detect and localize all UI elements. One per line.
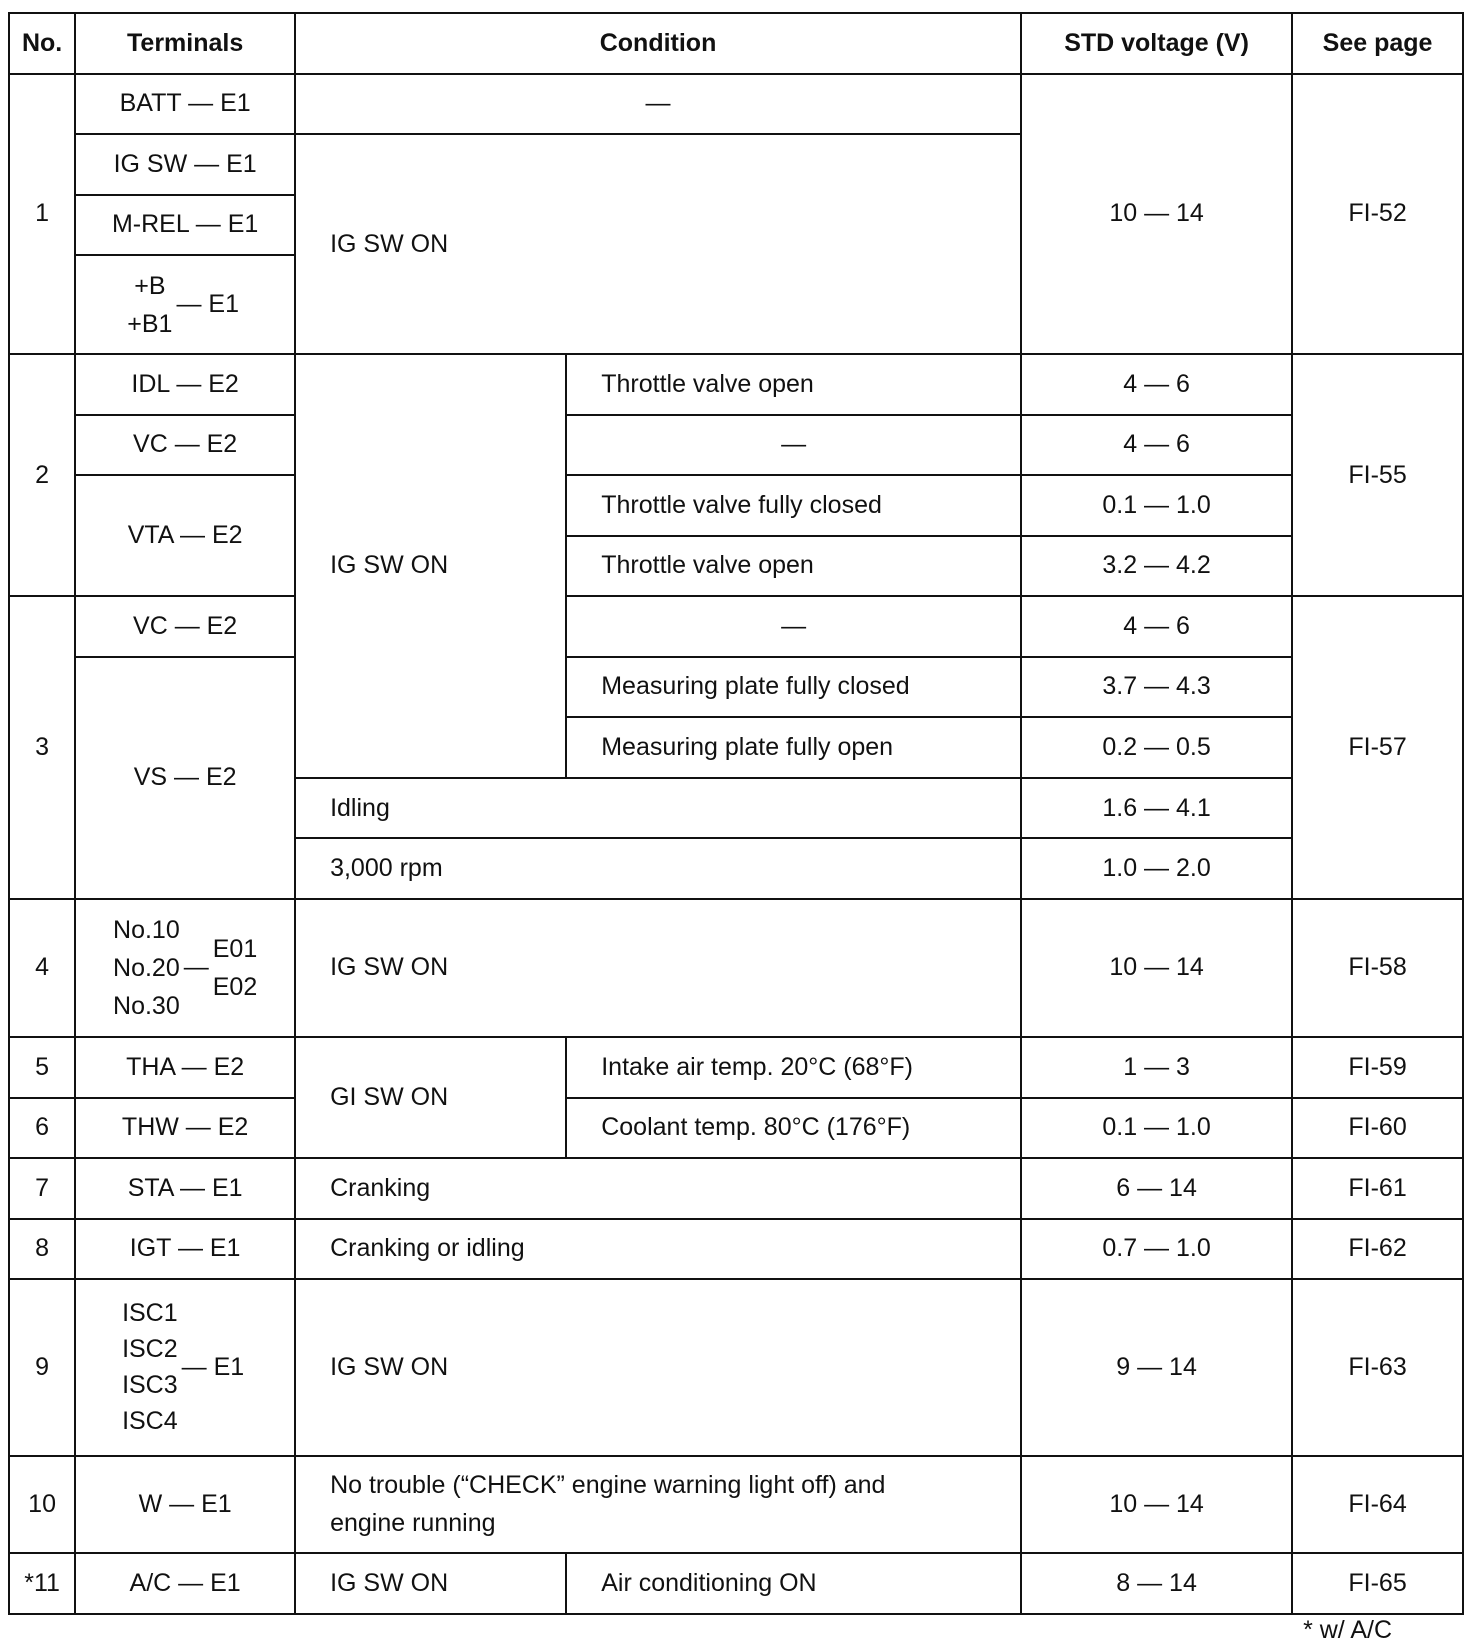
voltage-cell: 4 — 6 xyxy=(1021,354,1292,415)
table-row xyxy=(9,1279,1463,1455)
header-no: No. xyxy=(9,13,75,74)
condition-cell: Intake air temp. 20°C (68°F) xyxy=(566,1037,1021,1098)
terminal-label: — E1 xyxy=(176,290,239,319)
terminal-cell: STA — E1 xyxy=(75,1158,295,1219)
page-ref-cell: FI-58 xyxy=(1292,899,1463,1037)
row-number: *11 xyxy=(9,1553,75,1614)
voltage-cell: 0.1 — 1.0 xyxy=(1021,1098,1292,1159)
table-row xyxy=(9,74,1463,135)
voltage-cell: 9 — 14 xyxy=(1021,1279,1292,1455)
condition-cell: Idling xyxy=(295,778,1021,839)
row-number: 2 xyxy=(9,354,75,596)
page-ref-cell: FI-52 xyxy=(1292,74,1463,354)
table-row xyxy=(9,1098,1463,1159)
terminal-cell: VTA — E2 xyxy=(75,475,295,596)
page-ref-cell: FI-65 xyxy=(1292,1553,1463,1614)
voltage-spec-table xyxy=(8,12,1464,1615)
terminal-cell: M-REL — E1 xyxy=(75,195,295,256)
terminal-group xyxy=(122,1295,248,1439)
terminal-label: ISC2 xyxy=(122,1335,178,1364)
footnote: * w/ A/C xyxy=(1303,1616,1392,1644)
voltage-cell: 1 — 3 xyxy=(1021,1037,1292,1098)
terminal-cell: IGT — E1 xyxy=(75,1219,295,1280)
table-row xyxy=(9,1037,1463,1098)
voltage-cell: 1.6 — 4.1 xyxy=(1021,778,1292,839)
table-row xyxy=(9,899,1463,1037)
voltage-cell: 10 — 14 xyxy=(1021,74,1292,354)
voltage-cell: 10 — 14 xyxy=(1021,899,1292,1037)
table-row xyxy=(9,657,1463,718)
condition-cell xyxy=(295,1456,1021,1554)
header-terminals: Terminals xyxy=(75,13,295,74)
terminal-group xyxy=(127,267,243,343)
table-row xyxy=(9,415,1463,476)
terminal-label: No.10 xyxy=(113,915,180,944)
row-number: 9 xyxy=(9,1279,75,1455)
condition-cell: IG SW ON xyxy=(295,354,566,778)
table-row xyxy=(9,354,1463,415)
condition-cell: IG SW ON xyxy=(295,1553,566,1614)
table-row xyxy=(9,1158,1463,1219)
condition-cell: Coolant temp. 80°C (176°F) xyxy=(566,1098,1021,1159)
condition-cell: IG SW ON xyxy=(295,899,1021,1037)
terminal-label: No.20 xyxy=(113,953,180,982)
terminal-cell: THA — E2 xyxy=(75,1037,295,1098)
condition-cell: IG SW ON xyxy=(295,1279,1021,1455)
page-ref-cell: FI-62 xyxy=(1292,1219,1463,1280)
row-number: 4 xyxy=(9,899,75,1037)
condition-cell: Throttle valve fully closed xyxy=(566,475,1021,536)
condition-text xyxy=(330,1466,885,1542)
row-number: 7 xyxy=(9,1158,75,1219)
voltage-cell: 3.7 — 4.3 xyxy=(1021,657,1292,718)
condition-cell: Throttle valve open xyxy=(566,536,1021,597)
terminal-label: ISC3 xyxy=(122,1371,178,1400)
table-row xyxy=(9,1219,1463,1280)
condition-cell: Cranking or idling xyxy=(295,1219,1021,1280)
terminal-cell: BATT — E1 xyxy=(75,74,295,135)
voltage-cell: 8 — 14 xyxy=(1021,1553,1292,1614)
terminal-label: — E1 xyxy=(181,1352,245,1381)
condition-cell: Cranking xyxy=(295,1158,1021,1219)
terminal-label: +B1 xyxy=(127,309,173,338)
condition-line: engine running xyxy=(330,1509,496,1538)
page-ref-cell: FI-59 xyxy=(1292,1037,1463,1098)
page-ref-cell: FI-63 xyxy=(1292,1279,1463,1455)
condition-cell: — xyxy=(295,74,1021,135)
row-number: 5 xyxy=(9,1037,75,1098)
terminal-cell: IG SW — E1 xyxy=(75,134,295,195)
condition-line: No trouble (“CHECK” engine warning light off) and xyxy=(330,1471,886,1500)
terminal-cell xyxy=(75,255,295,354)
condition-cell: — xyxy=(566,415,1021,476)
voltage-cell: 1.0 — 2.0 xyxy=(1021,838,1292,899)
table-row xyxy=(9,1553,1463,1614)
terminal-cell xyxy=(75,899,295,1037)
page-ref-cell: FI-57 xyxy=(1292,596,1463,899)
row-number: 1 xyxy=(9,74,75,354)
condition-cell: Air conditioning ON xyxy=(566,1553,1021,1614)
page-ref-cell: FI-60 xyxy=(1292,1098,1463,1159)
terminal-label: ISC4 xyxy=(122,1407,178,1436)
voltage-cell: 0.7 — 1.0 xyxy=(1021,1219,1292,1280)
terminal-cell: VC — E2 xyxy=(75,596,295,657)
page-ref-cell: FI-61 xyxy=(1292,1158,1463,1219)
voltage-cell: 3.2 — 4.2 xyxy=(1021,536,1292,597)
condition-cell: Throttle valve open xyxy=(566,354,1021,415)
table-row xyxy=(9,596,1463,657)
table-row xyxy=(9,1456,1463,1554)
terminal-cell: A/C — E1 xyxy=(75,1553,295,1614)
row-number: 6 xyxy=(9,1098,75,1159)
page-ref-cell: FI-55 xyxy=(1292,354,1463,596)
voltage-cell: 4 — 6 xyxy=(1021,596,1292,657)
header-condition: Condition xyxy=(295,13,1021,74)
voltage-cell: 4 — 6 xyxy=(1021,415,1292,476)
terminal-cell: THW — E2 xyxy=(75,1098,295,1159)
terminal-cell: W — E1 xyxy=(75,1456,295,1554)
condition-cell: GI SW ON xyxy=(295,1037,566,1158)
terminal-label: E01 xyxy=(212,934,258,963)
terminal-label: No.30 xyxy=(113,991,180,1020)
row-number: 8 xyxy=(9,1219,75,1280)
terminal-label: — xyxy=(183,953,209,982)
condition-cell: Measuring plate fully closed xyxy=(566,657,1021,718)
voltage-cell: 0.2 — 0.5 xyxy=(1021,717,1292,778)
terminal-cell xyxy=(75,1279,295,1455)
header-std-voltage: STD voltage (V) xyxy=(1021,13,1292,74)
condition-cell: — xyxy=(566,596,1021,657)
terminal-cell: VS — E2 xyxy=(75,657,295,899)
row-number: 3 xyxy=(9,596,75,899)
terminal-label: +B xyxy=(134,271,166,300)
terminal-label: E02 xyxy=(212,972,258,1001)
page-ref-cell: FI-64 xyxy=(1292,1456,1463,1554)
row-number: 10 xyxy=(9,1456,75,1554)
voltage-cell: 0.1 — 1.0 xyxy=(1021,475,1292,536)
voltage-cell: 6 — 14 xyxy=(1021,1158,1292,1219)
terminal-group xyxy=(113,911,257,1025)
terminal-cell: VC — E2 xyxy=(75,415,295,476)
condition-cell: IG SW ON xyxy=(295,134,1021,354)
voltage-cell: 10 — 14 xyxy=(1021,1456,1292,1554)
terminal-label: ISC1 xyxy=(122,1299,178,1328)
condition-cell: 3,000 rpm xyxy=(295,838,1021,899)
terminal-cell: IDL — E2 xyxy=(75,354,295,415)
table-header-row xyxy=(9,13,1463,74)
table-row xyxy=(9,475,1463,536)
header-see-page: See page xyxy=(1292,13,1463,74)
condition-cell: Measuring plate fully open xyxy=(566,717,1021,778)
